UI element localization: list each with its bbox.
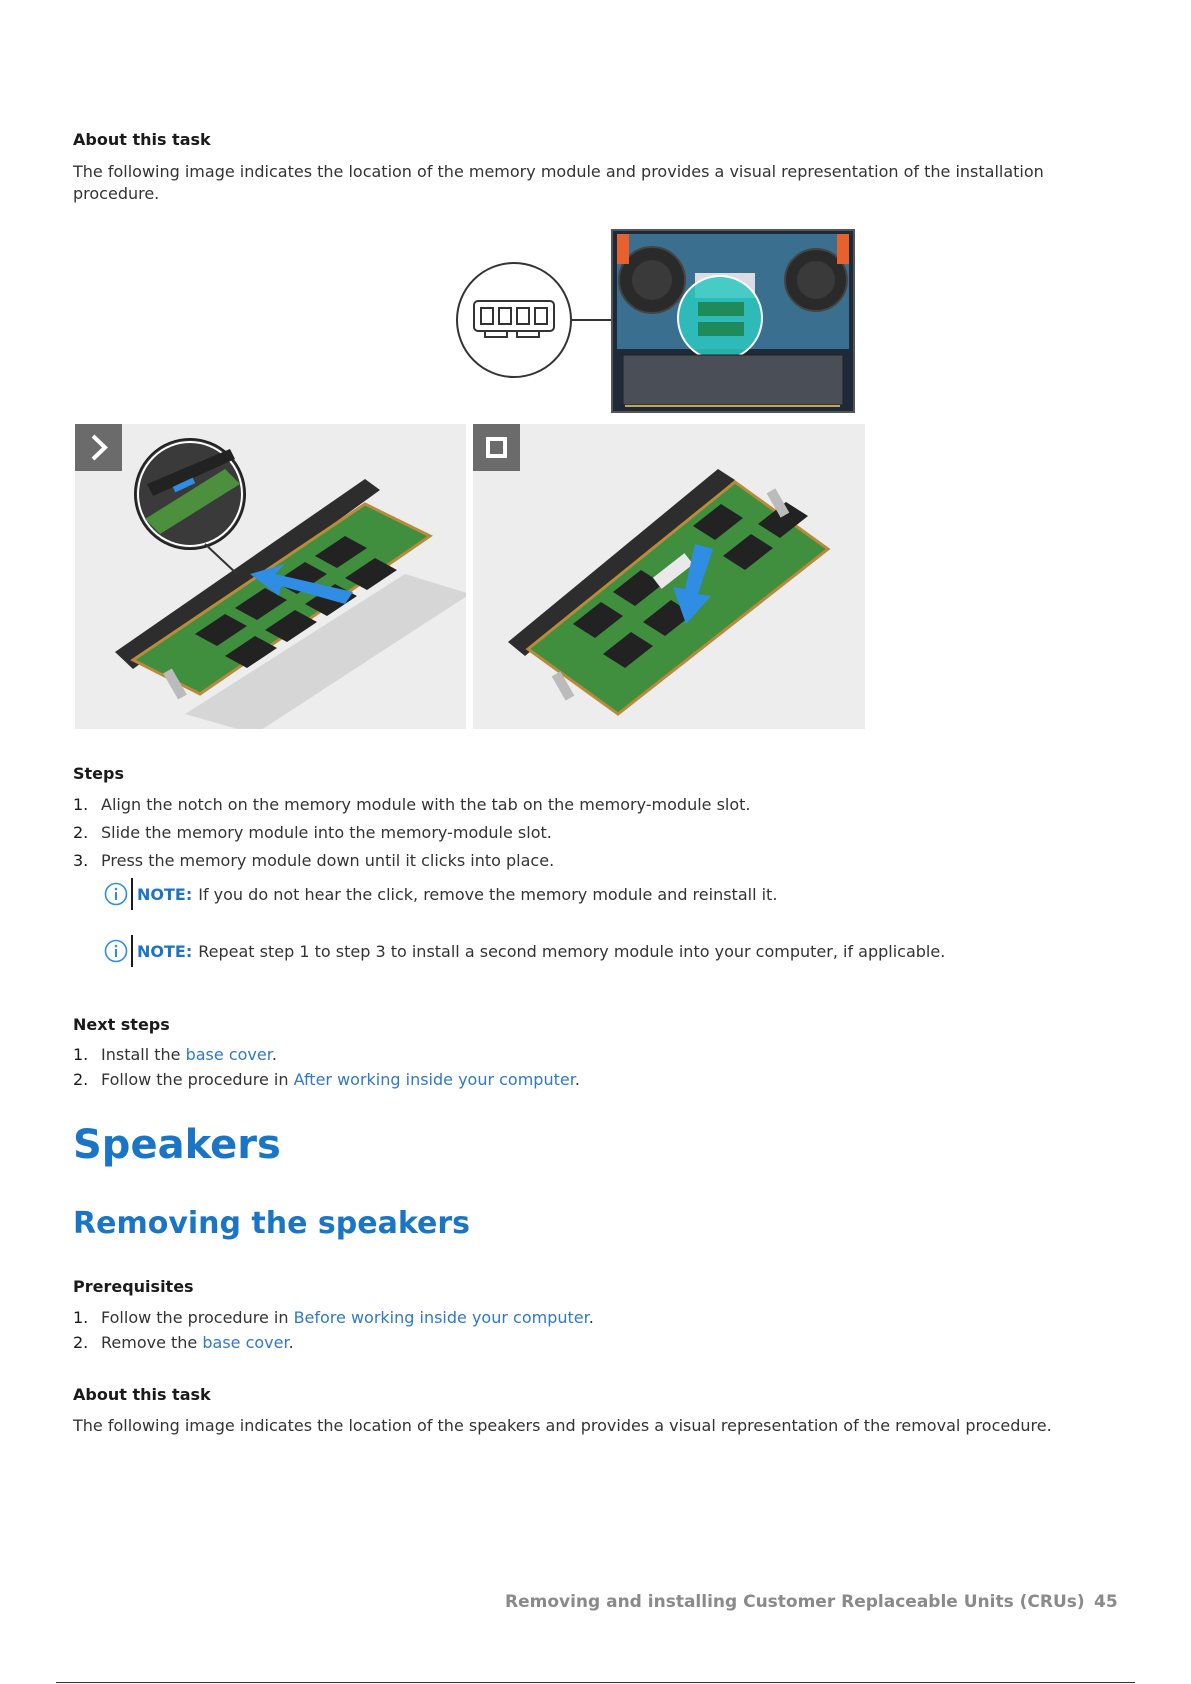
note-divider [131, 878, 133, 910]
list-number: 1. [73, 1308, 89, 1327]
info-circle-icon [104, 939, 128, 963]
subsection-title: Removing the speakers [73, 1206, 470, 1241]
list-text-post: . [574, 1070, 580, 1089]
list-text: Align the notch on the memory module with the tab on the memory-module slot. [101, 795, 751, 814]
about-task-text: The following image indicates the location of the memory module and provides a visual representation of the installation procedure. [73, 162, 1044, 203]
list-number: 2. [73, 1333, 89, 1352]
list-text-post: . [588, 1308, 594, 1327]
step-figure-press [473, 424, 865, 729]
list-text-post: . [271, 1045, 277, 1064]
base-cover-link[interactable]: base cover [202, 1333, 289, 1352]
note-label: NOTE: [137, 884, 193, 904]
list-text-pre: Install the [101, 1045, 186, 1064]
page-number: 45 [1094, 1592, 1118, 1612]
footer-rule [56, 1682, 1135, 1683]
about-task-heading: About this task [73, 1385, 211, 1404]
list-item [73, 823, 552, 842]
list-number: 2. [73, 1070, 89, 1089]
list-text: Slide the memory module into the memory-module slot. [101, 823, 552, 842]
list-item [73, 1070, 580, 1089]
list-text-pre: Remove the [101, 1333, 203, 1352]
section-title: Speakers [73, 1122, 281, 1168]
list-number: 1. [73, 795, 89, 814]
note-callout [104, 878, 777, 910]
list-item [73, 1333, 294, 1352]
list-number: 2. [73, 823, 89, 842]
list-text [101, 1070, 580, 1089]
base-cover-link[interactable]: base cover [185, 1045, 272, 1064]
after-working-link[interactable]: After working inside your computer [293, 1070, 575, 1089]
note-label: NOTE: [137, 941, 193, 961]
list-text-pre: Follow the procedure in [101, 1308, 294, 1327]
list-item [73, 1045, 277, 1064]
steps-heading: Steps [73, 764, 124, 783]
next-steps-heading: Next steps [73, 1015, 170, 1034]
info-circle-icon [104, 882, 128, 906]
before-working-link[interactable]: Before working inside your computer [293, 1308, 589, 1327]
list-text [101, 1333, 294, 1352]
list-number: 1. [73, 1045, 89, 1064]
footer-title: Removing and installing Customer Replaceable Units (CRUs) [505, 1592, 1085, 1612]
memory-module-icon [457, 263, 571, 377]
note-text: Repeat step 1 to step 3 to install a second memory module into your computer, if applicable. [198, 941, 946, 961]
list-text [101, 1045, 277, 1064]
step-figure-slide [75, 424, 466, 729]
note-text: If you do not hear the click, remove the memory module and reinstall it. [198, 884, 778, 904]
list-text: Press the memory module down until it clicks into place. [101, 851, 555, 870]
list-item [73, 795, 751, 814]
list-item [73, 1308, 594, 1327]
list-item [73, 851, 554, 870]
about-task-heading: About this task [73, 130, 211, 149]
list-number: 3. [73, 851, 89, 870]
list-text-pre: Follow the procedure in [101, 1070, 294, 1089]
about-task-text: The following image indicates the location of the speakers and provides a visual representation of the removal procedure. [73, 1416, 1052, 1435]
list-text [101, 1308, 594, 1327]
laptop-overview-figure [455, 228, 855, 414]
list-text-post: . [288, 1333, 294, 1352]
prerequisites-heading: Prerequisites [73, 1277, 194, 1296]
note-callout [104, 935, 945, 967]
note-divider [131, 935, 133, 967]
